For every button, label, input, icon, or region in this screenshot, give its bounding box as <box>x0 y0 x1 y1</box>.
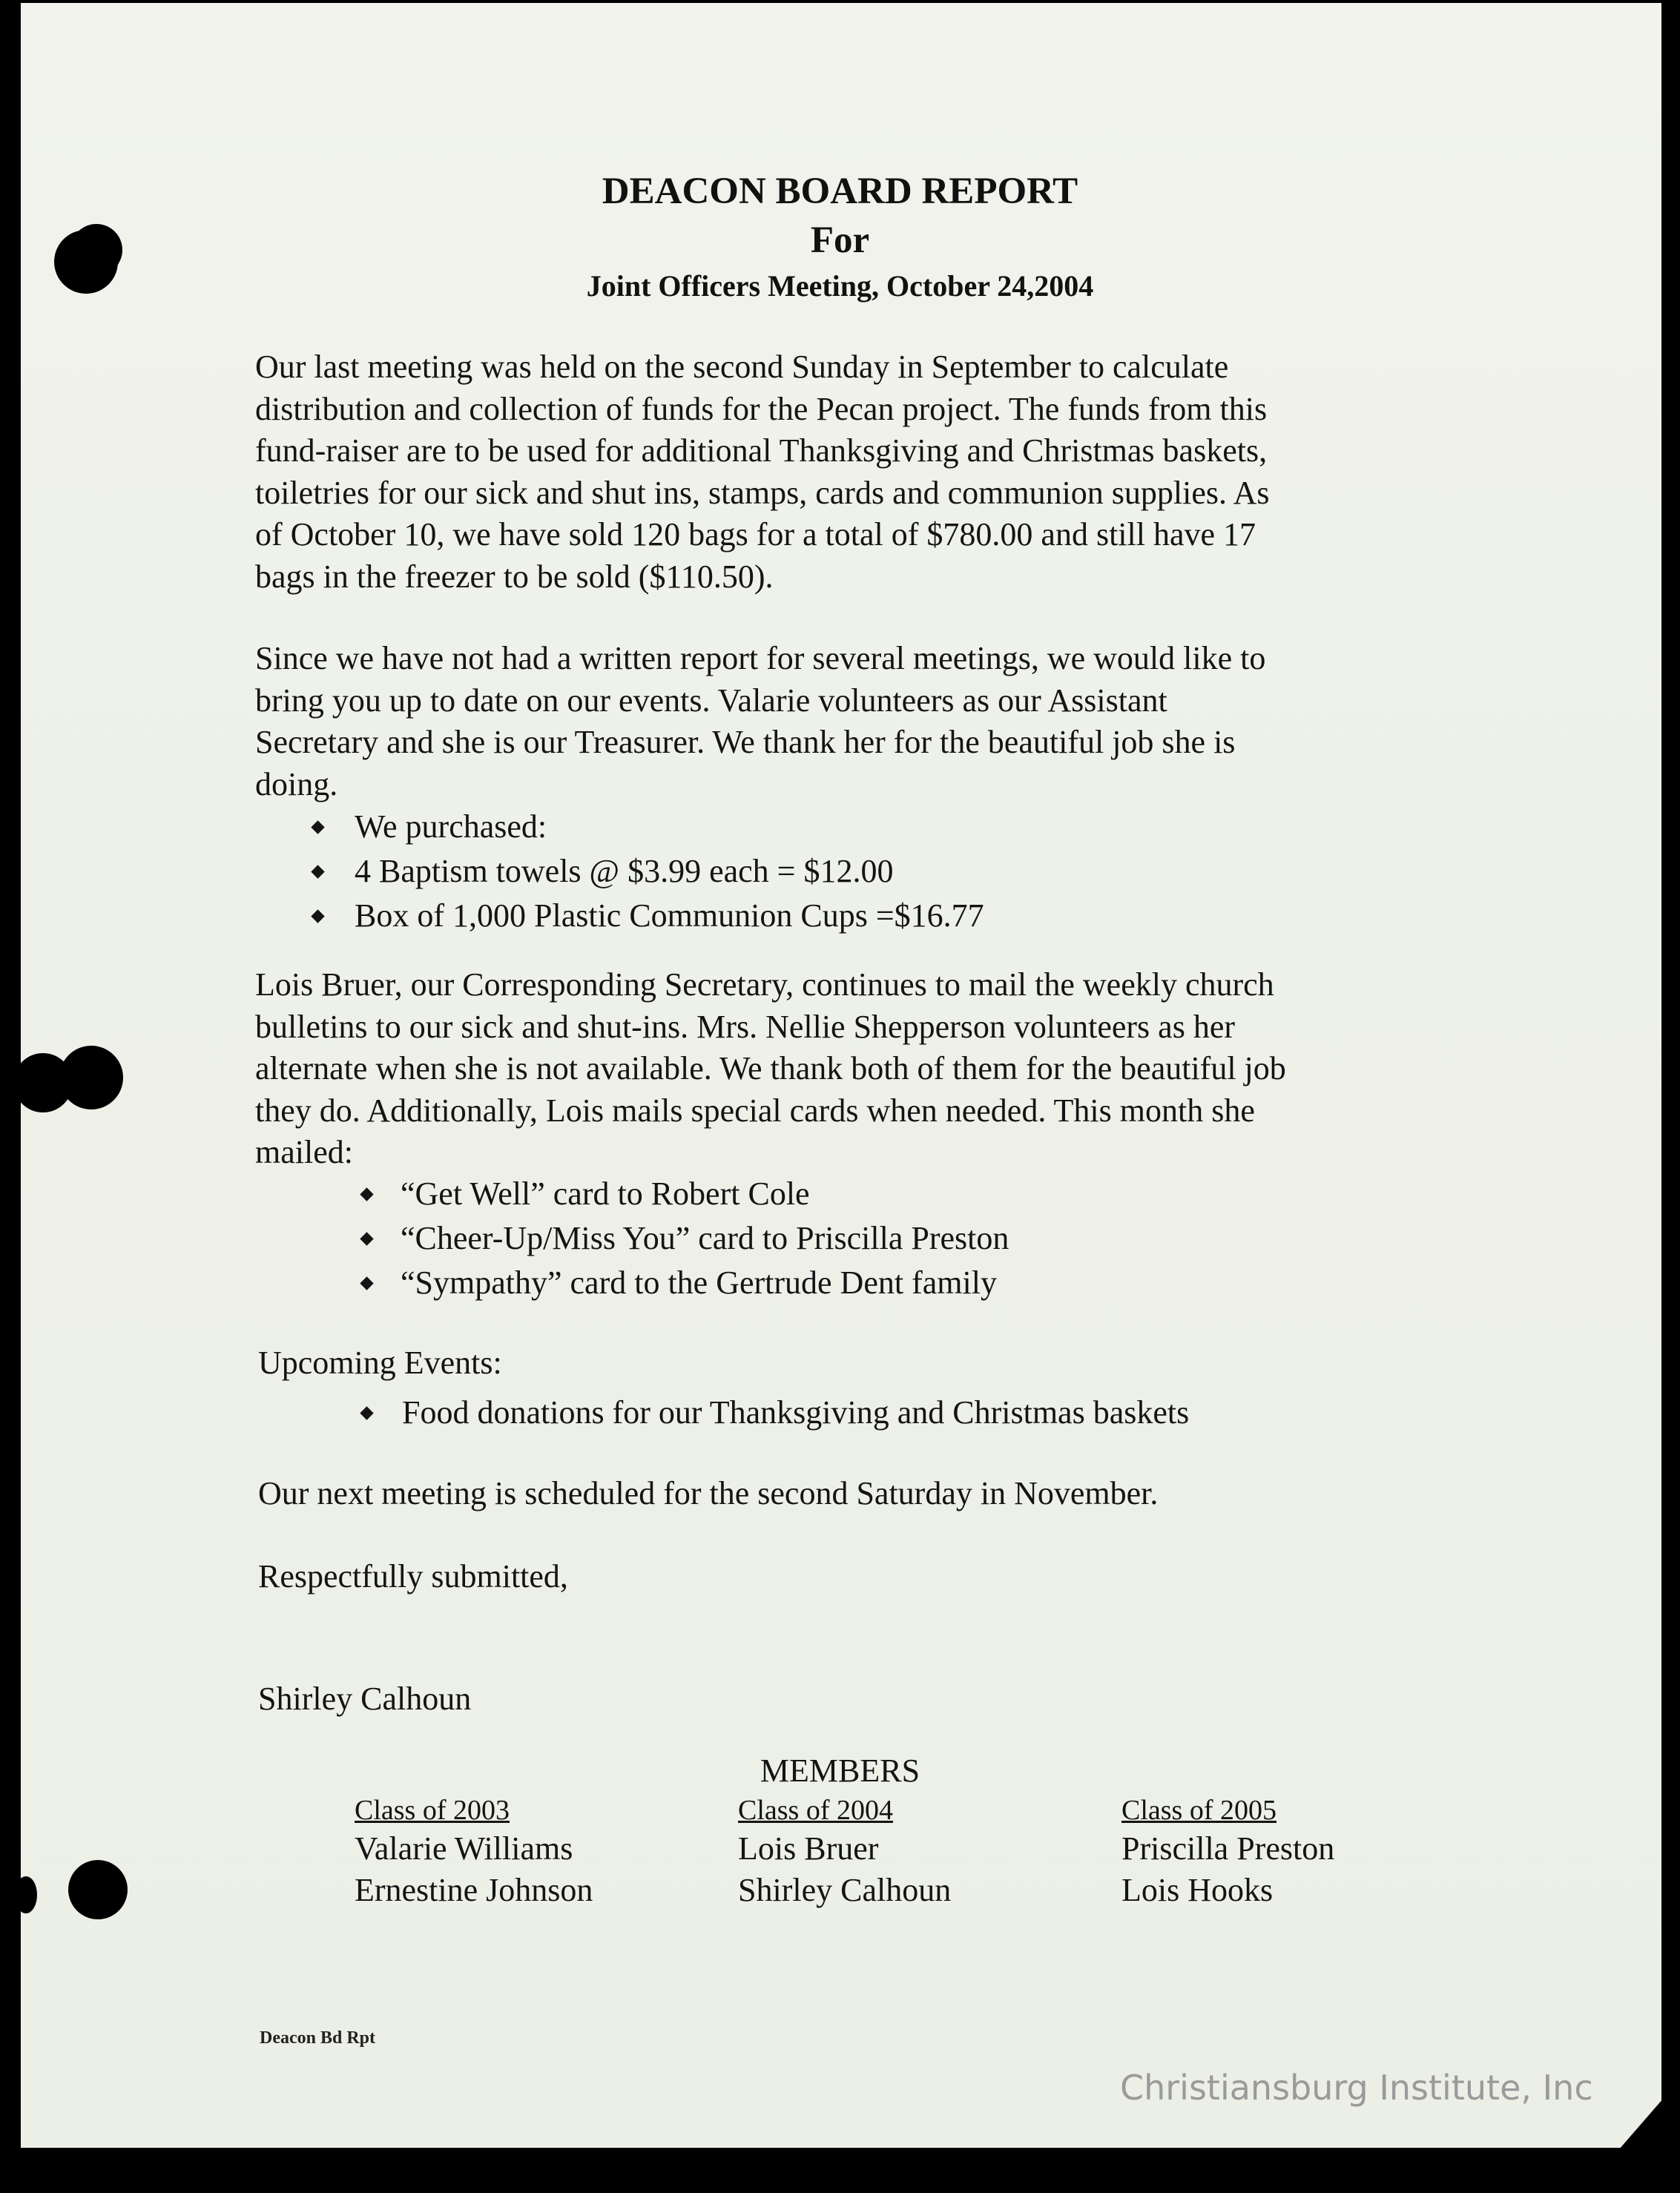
member-name: Lois Bruer <box>738 1830 879 1867</box>
list-item-text: “Cheer-Up/Miss You” card to Priscilla Preston <box>401 1220 1009 1256</box>
upcoming-events-heading: Upcoming Events: <box>258 1345 502 1381</box>
members-class-2004 <box>738 1793 951 1911</box>
list-item-text: We purchased: <box>355 808 547 845</box>
paragraph-written-report: Since we have not had a written report for several meetings, we would like to bring you up to date on our events. Valarie volunteers as our Assistant Secretary and she is our Treasurer. We thank her for the beautiful job she is doing. <box>255 640 1266 802</box>
list-item-text: Box of 1,000 Plastic Communion Cups =$16.77 <box>355 897 984 934</box>
member-name: Shirley Calhoun <box>738 1872 952 1908</box>
paragraph-corresponding-secretary: Lois Bruer, our Corresponding Secretary, continues to mail the weekly church bulletins to our sick and shut-ins. Mrs. Nellie Shepperson volunteers as her alternate when she is not available. We thank both of them for the beautiful job they do. Additionally, Lois mails special cards when needed. This month she mailed: <box>255 966 1286 1170</box>
watermark: Christiansburg Institute, Inc <box>1120 2068 1593 2108</box>
member-name: Lois Hooks <box>1121 1872 1274 1908</box>
report-title: DEACON BOARD REPORT <box>602 171 1078 212</box>
report-for-line: For <box>810 220 870 261</box>
list-item-text: 4 Baptism towels @ $3.99 each = $12.00 <box>355 853 894 889</box>
list-item-text: Food donations for our Thanksgiving and Christmas baskets <box>402 1394 1190 1431</box>
list-item-text: “Sympathy” card to the Gertrude Dent family <box>401 1264 997 1301</box>
next-meeting-text: Our next meeting is scheduled for the second Saturday in November. <box>258 1475 1159 1511</box>
class-heading: Class of 2003 <box>355 1795 510 1826</box>
class-heading: Class of 2004 <box>738 1795 893 1826</box>
members-class-2003 <box>355 1793 593 1911</box>
signature-name: Shirley Calhoun <box>258 1681 472 1717</box>
punch-hole-bottom-edge <box>15 1876 37 1913</box>
list-item-text: “Get Well” card to Robert Cole <box>401 1175 810 1212</box>
meeting-line: Joint Officers Meeting, October 24,2004 <box>586 269 1094 303</box>
report-header <box>0 167 1680 308</box>
member-name: Priscilla Preston <box>1121 1830 1335 1867</box>
closing-text: Respectfully submitted, <box>258 1558 568 1595</box>
punch-hole-middle-edge <box>13 1053 73 1112</box>
footer-note: Deacon Bd Rpt <box>260 2028 376 2048</box>
member-name: Ernestine Johnson <box>355 1872 593 1908</box>
punch-hole-bottom <box>68 1860 128 1919</box>
class-heading: Class of 2005 <box>1121 1795 1277 1826</box>
member-name: Valarie Williams <box>355 1830 573 1867</box>
paragraph-pecan-project: Our last meeting was held on the second Sunday in September to calculate distribution and collection of funds for the Pecan project. The funds from this fund-raiser are to be used for additional Thanksgiving and Christmas baskets, toiletries for our sick and shut ins, stamps, cards and communion supplies. As of October 10, we have sold 120 bags for a total of $780.00 and still have 17 bags in the freezer to be sold ($110.50). <box>255 349 1270 595</box>
members-title: MEMBERS <box>760 1752 920 1789</box>
members-class-2005 <box>1121 1793 1334 1911</box>
